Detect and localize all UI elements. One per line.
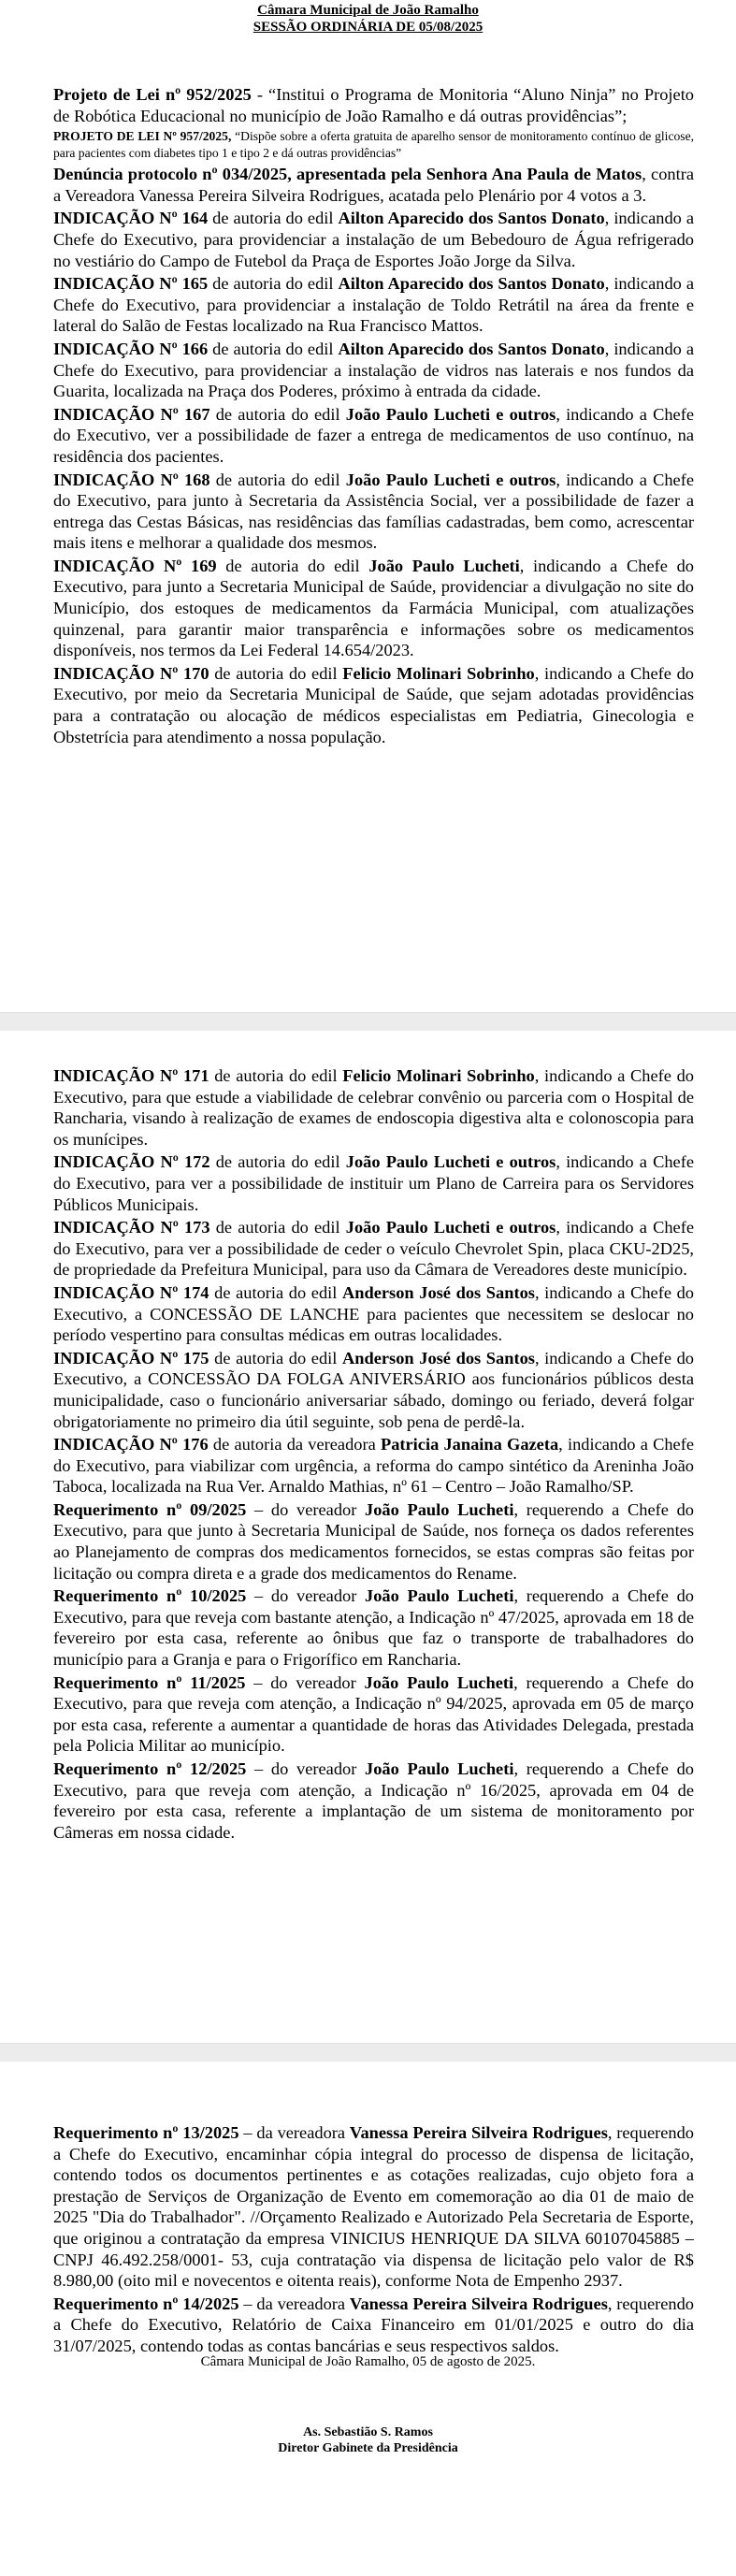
item-text: – do vereador — [246, 1759, 366, 1778]
item-text: , indicando a Chefe do Executivo, para providenciar a instalação de Toldo Retrátil na área da frente e lateral do Salão de Festas localizado na Rua Francisco Mattos. — [53, 274, 694, 336]
item-text: , indicando a Chefe do Executivo, para que estude a viabilidade de celebrar convênio ou parceria com o Hospital de Rancharia, visando à realização de exames de endoscopia digestiva alta e colonoscopia para os munícipes. — [53, 1066, 694, 1149]
item-text: de autoria do edil — [208, 209, 339, 228]
agenda-item — [53, 1434, 694, 1498]
signer-name: As. Sebastião S. Ramos — [303, 2425, 433, 2439]
item-text: , indicando a Chefe do Executivo, para providenciar a instalação de um Bebedouro de Água refrigerado no vestiário do Campo de Futebol da Praça de Esportes João Jorge da Silva. — [53, 209, 694, 270]
item-title: Denúncia protocolo nº 034/2025, apresentada pela Senhora Ana Paula de Matos — [53, 165, 642, 184]
item-title: Requerimento nº 10/2025 — [53, 1586, 247, 1606]
author-name: Anderson José dos Santos — [342, 1282, 535, 1302]
item-text: , requerendo a Chefe do Executivo, para que junto à Secretaria Municipal de Saúde, nos forneça os dados referentes ao Planejamento de compras dos medicamentos fornecidos, se estas compras são feitas por licitação ou compra direta e a grade dos medicamentos do Rename. — [53, 1499, 694, 1583]
item-text: – do vereador — [245, 1672, 365, 1692]
item-text: de autoria do edil — [208, 339, 339, 358]
item-text: , indicando a Chefe do Executivo, para ver a possibilidade de instituir um Plano de Carreira para os Servidores Públicos Municipais. — [53, 1152, 694, 1214]
item-text: , requerendo a Chefe do Executivo, Relatório de Caixa Financeiro em 01/01/2025 e outro do dia 31/07/2025, contendo todas as contas bancárias e seus respectivos saldos. — [53, 2294, 694, 2355]
agenda-item — [53, 128, 694, 162]
author-name: João Paulo Lucheti e outros — [345, 470, 556, 489]
agenda-item — [53, 1758, 694, 1843]
item-text: , indicando a Chefe do Executivo, para viabilizar com urgência, a reforma do campo sintético da Areninha João Taboca, localizada na Rua Ver. Arnaldo Mathias, nº 61 – Centro – João Ramalho/SP. — [53, 1435, 694, 1497]
item-text: , indicando a Chefe do Executivo, ver a possibilidade de fazer a entrega de medicamentos de uso contínuo, na residência dos pacientes. — [53, 404, 694, 466]
author-name: Ailton Aparecido dos Santos Donato — [338, 209, 605, 228]
item-title: INDICAÇÃO Nº 168 — [53, 470, 210, 489]
item-text: , indicando a Chefe do Executivo, para junto a Secretaria Municipal de Saúde, providenciar a divulgação no site do Município, dos estoques de medicamentos da Farmácia Municipal, com atualizações quinzenal, para garantir maior transparência e informações sobre os medicamentos disponíveis, nos termos da Lei Federal 14.654/2023. — [53, 556, 694, 660]
item-text: , indicando a Chefe do Executivo, por meio da Secretaria Municipal de Saúde, que sejam adotadas providências para a contratação ou alocação de médicos especialistas em Pediatria, Ginecologia e Obstetrícia para atendimento a nossa população. — [53, 663, 694, 746]
author-name: João Paulo Lucheti e outros — [345, 404, 556, 424]
item-title: Requerimento nº 12/2025 — [53, 1759, 247, 1778]
agenda-item — [53, 404, 694, 468]
agenda-item — [53, 1217, 694, 1281]
item-text: de autoria do edil — [209, 1152, 346, 1172]
item-title: INDICAÇÃO Nº 173 — [53, 1218, 210, 1237]
page-3-items — [53, 2122, 694, 2359]
page-1 — [0, 0, 736, 1012]
item-text: , requerendo a Chefe do Executivo, para que reveja com atenção, a Indicação nº 16/2025, aprovada em 04 de fevereiro por esta casa, referente a implantação de um sistema de monitoramento por Câmeras em nossa cidade. — [53, 1759, 694, 1842]
item-title: INDICAÇÃO Nº 175 — [53, 1348, 209, 1368]
author-name: Ailton Aparecido dos Santos Donato — [338, 274, 605, 294]
item-title: PROJETO DE LEI Nº 957/2025, — [53, 129, 232, 144]
item-text: de autoria do edil — [209, 1282, 342, 1302]
item-text: de autoria da vereadora — [208, 1435, 381, 1454]
author-name: Vanessa Pereira Silveira Rodrigues — [349, 2123, 608, 2142]
author-name: João Paulo Lucheti e outros — [345, 1152, 556, 1172]
session-title: SESSÃO ORDINÁRIA DE 05/08/2025 — [253, 20, 483, 35]
agenda-item — [53, 556, 694, 661]
agenda-item — [53, 2294, 694, 2357]
agenda-item — [53, 1065, 694, 1150]
signer-role: Diretor Gabinete da Presidência — [278, 2441, 458, 2455]
item-title: INDICAÇÃO Nº 167 — [53, 404, 210, 424]
item-text: de autoria do edil — [209, 1066, 343, 1085]
item-text: de autoria do edil — [209, 404, 346, 424]
item-text: de autoria do edil — [209, 1348, 342, 1368]
page-2 — [0, 1031, 736, 2043]
item-text: , requerendo a Chefe do Executivo, encaminhar cópia integral do processo de dispensa de licitação, contendo todos os documentos pertinentes e as cotações realizadas, cujo objeto fora a prestação de Serviços de Organização de Evento em comemoração ao dia 01 de maio de 2025 "Dia do Trabalhador". //Orçamento Realizado e Autorizado Pela Secretaria de Esporte, que originou a contratação da empresa VINICIUS HENRIQUE DA SILVA 60107045885 – CNPJ 46.492.258/0001- 53, cuja contratação via dispensa de licitação pelo valor de R$ 8.980,00 (oito mil e novecentos e oitenta reais), conforme Nota de Empenho 2937. — [53, 2123, 694, 2291]
document-header — [0, 0, 736, 36]
agenda-item — [53, 339, 694, 402]
agenda-item — [53, 1585, 694, 1670]
agenda-item — [53, 273, 694, 337]
agenda-item — [53, 164, 694, 206]
item-text: – da vereadora — [238, 2123, 350, 2142]
agenda-item — [53, 84, 694, 126]
item-text: , indicando a Chefe do Executivo, para junto à Secretaria da Assistência Social, ver a possibilidade de fazer a entrega das Cestas Básicas, nas residências das famílias cadastradas, bem como, acrescentar mais itens e melhorar a qualidade dos mesmos. — [53, 470, 694, 553]
author-name: Vanessa Pereira Silveira Rodrigues — [349, 2294, 608, 2313]
item-text: de autoria do edil — [216, 556, 369, 575]
agenda-item — [53, 1499, 694, 1584]
author-name: João Paulo Lucheti — [365, 1759, 514, 1778]
item-title: INDICAÇÃO Nº 172 — [53, 1152, 210, 1172]
item-text: – do vereador — [246, 1499, 366, 1519]
agenda-item — [53, 2122, 694, 2292]
page-1-items — [53, 84, 694, 749]
author-name: Felicio Molinari Sobrinho — [342, 663, 535, 683]
item-text: de autoria do edil — [208, 274, 339, 294]
item-title: INDICAÇÃO Nº 165 — [53, 274, 209, 294]
item-title: INDICAÇÃO Nº 169 — [53, 556, 217, 575]
item-text: , requerendo a Chefe do Executivo, para que reveja com atenção, a Indicação nº 94/2025, aprovada em 05 de março por esta casa, referente a aumentar a quantidade de horas das Atividades Delegada, prestada pela Policia Militar ao município. — [53, 1672, 694, 1756]
author-name: João Paulo Lucheti — [365, 1499, 514, 1519]
agenda-item — [53, 470, 694, 554]
agenda-item — [53, 1282, 694, 1346]
item-title: Requerimento nº 11/2025 — [53, 1672, 246, 1692]
page-3 — [0, 2062, 736, 2576]
item-text: de autoria do edil — [209, 663, 343, 683]
author-name: Felicio Molinari Sobrinho — [342, 1066, 535, 1085]
agenda-item — [53, 1348, 694, 1432]
item-title: INDICAÇÃO Nº 171 — [53, 1066, 209, 1085]
chamber-title: Câmara Municipal de João Ramalho — [257, 3, 479, 18]
item-title: Requerimento nº 09/2025 — [53, 1499, 247, 1519]
item-title: Projeto de Lei nº 952/2025 — [53, 85, 252, 104]
agenda-item — [53, 663, 694, 747]
page-2-items — [53, 1065, 694, 1845]
page-separator — [0, 2043, 736, 2063]
item-text: , requerendo a Chefe do Executivo, para que reveja com bastante atenção, a Indicação nº 47/2025, aprovada em 18 de fevereiro por esta casa, referente ao ônibus que faz o transporte de trabalhadores do município para a Granja e para o Frigorífico em Rancharia. — [53, 1586, 694, 1670]
item-text: – da vereadora — [238, 2294, 350, 2313]
page-separator — [0, 1012, 736, 1033]
item-text: “Dispõe sobre a oferta gratuita de aparelho sensor de monitoramento contínuo de glicose, para pacientes com diabetes tipo 1 e tipo 2 e dá outras providências” — [53, 129, 694, 161]
author-name: João Paulo Lucheti — [364, 1672, 514, 1692]
item-title: Requerimento nº 13/2025 — [53, 2123, 239, 2142]
item-text: de autoria do edil — [209, 1218, 346, 1237]
item-title: INDICAÇÃO Nº 174 — [53, 1282, 209, 1302]
item-title: INDICAÇÃO Nº 176 — [53, 1435, 209, 1454]
author-name: João Paulo Lucheti — [365, 1586, 514, 1606]
item-text: , indicando a Chefe do Executivo, para providenciar a instalação de vidros nas laterais e nos fundos da Guarita, localizada na Praça dos Poderes, próximo à entrada da cidade. — [53, 339, 694, 401]
author-name: João Paulo Lucheti — [368, 556, 520, 575]
author-name: João Paulo Lucheti e outros — [345, 1218, 556, 1237]
item-text: de autoria do edil — [209, 470, 346, 489]
agenda-item — [53, 1151, 694, 1215]
agenda-item — [53, 208, 694, 271]
item-text: – do vereador — [246, 1586, 366, 1606]
author-name: Patricia Janaina Gazeta — [380, 1435, 559, 1454]
place-date: Câmara Municipal de João Ramalho, 05 de agosto de 2025. — [200, 2354, 536, 2369]
item-text: , indicando a Chefe do Executivo, para ver a possibilidade de ceder o veículo Chevrolet Spin, placa CKU-2D25, de propriedade da Prefeitura Municipal, para uso da Câmara de Vereadores deste município. — [53, 1218, 694, 1280]
item-title: INDICAÇÃO Nº 166 — [53, 339, 209, 358]
agenda-item — [53, 1672, 694, 1757]
item-text: , contra a Vereadora Vanessa Pereira Silveira Rodrigues, acatada pelo Plenário por 4 votos a 3. — [53, 165, 694, 205]
item-text: - “Institui o Programa de Monitoria “Aluno Ninja” no Projeto de Robótica Educacional no município de João Ramalho e dá outras providências”; — [53, 85, 695, 125]
item-title: INDICAÇÃO Nº 170 — [53, 663, 209, 683]
item-text: , indicando a Chefe do Executivo, a CONCESSÃO DA FOLGA ANIVERSÁRIO aos funcionários públicos desta municipalidade, caso o funcionário aniversariar sábado, domingo ou feriado, deverá folgar obrigatoriamente no primeiro dia útil seguinte, sob pena de perdê-la. — [53, 1348, 695, 1431]
item-title: INDICAÇÃO Nº 164 — [53, 209, 209, 228]
author-name: Anderson José dos Santos — [342, 1348, 535, 1368]
item-title: Requerimento nº 14/2025 — [53, 2294, 239, 2313]
item-text: , indicando a Chefe do Executivo, a CONCESSÃO DE LANCHE para pacientes que necessitem se deslocar no período vespertino para consultas médicas em outras localidades. — [53, 1282, 695, 1345]
author-name: Ailton Aparecido dos Santos Donato — [338, 339, 605, 358]
